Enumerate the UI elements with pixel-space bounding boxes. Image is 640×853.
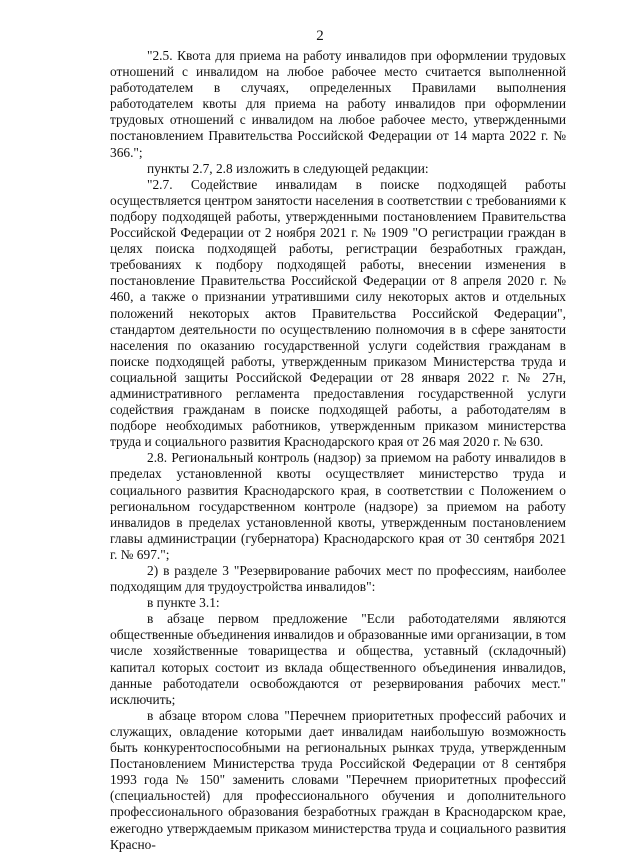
document-body <box>110 48 566 853</box>
page-number: 2 <box>316 28 324 44</box>
paragraph-first-sentence: в абзаце первом предложение "Если работодателями являются общественные объединения инвалидов и образованные ими организации, в том числе хозяйственные товарищества и общества, уставный (складочный) капитал которых состоит из вклада общественного объединения инвалидов, данные работодатели освобождаются от резервирования рабочих мест." исключить; <box>110 611 566 707</box>
paragraph-clause-2-8: 2.8. Региональный контроль (надзор) за приемом на работу инвалидов в пределах установленной квоты осуществляет министерство труда и социального развития Краснодарского края, в соответствии с Положением о региональном государственном контроле (надзоре) за приемом на работу инвалидов в пределах установленной квоты, утвержденным постановлением главы администрации (губернатора) Краснодарского края от 30 сентября 2021 г. № 697."; <box>110 450 566 562</box>
paragraph-section-3: 2) в разделе 3 "Резервирование рабочих мест по профессиям, наиболее подходящим для трудоустройства инвалидов": <box>110 563 566 595</box>
paragraph-point-3-1: в пункте 3.1: <box>147 595 220 611</box>
paragraph-amend-2-7-2-8: пункты 2.7, 2.8 изложить в следующей редакции: <box>147 160 429 176</box>
paragraph-quota-2-5: "2.5. Квота для приема на работу инвалидов при оформлении трудовых отношений с инвалидом на любое рабочее место считается выполненной работодателем в случаях, определенных Правилами выполнения работодателем квоты для приема на работу инвалидов при оформлении трудовых отношений с инвалидом на любое рабочее место, утвержденными постановлением Правительства Российской Федерации от 14 марта 2022 г. № 366."; <box>110 48 566 160</box>
paragraph-second-sentence: в абзаце втором слова "Перечнем приоритетных профессий рабочих и служащих, овладение которыми дает инвалидам наибольшую возможность быть конкурентоспособными на региональных рынках труда, утвержденным Постановлением Министерства труда Российской Федерации от 8 сентября 1993 года № 150" заменить словами "Перечнем приоритетных профессий (специальностей) для профессионального обучения и дополнительного профессионального образования безработных граждан в Краснодарском крае, ежегодно утверждаемым приказом министерства труда и социального развития Красно- <box>110 707 566 852</box>
paragraph-clause-2-7: "2.7. Содействие инвалидам в поиске подходящей работы осуществляется центром занятости населения в соответствии с требованиями к подбору подходящей работы, утвержденными постановлением Правительства Российской Федерации от 2 ноября 2021 г. № 1909 "О регистрации граждан в целях поиска подходящей работы, регистрации безработных граждан, требованиях к подбору подходящей работы, внесении изменения в постановление Правительства Российской Федерации от 8 апреля 2020 г. № 460, а также о признании утратившими силу некоторых актов и отдельных положений некоторых актов Правительства Российской Федерации", стандартом деятельности по осуществлению полномочия в в сфере занятости населения по оказанию государственной услуги содействия гражданам в поиске подходящей работы, утвержденным приказом Министерства труда и социальной защиты Российской Федерации от 28 января 2022 г. № 27н, административного регламента предоставления государственной услуги содействия гражданам в поиске подходящей работы, а работодателям в подборе необходимых работников, утвержденным приказом министерства труда и социального развития Краснодарского края от 26 мая 2020 г. № 630. <box>110 176 566 450</box>
